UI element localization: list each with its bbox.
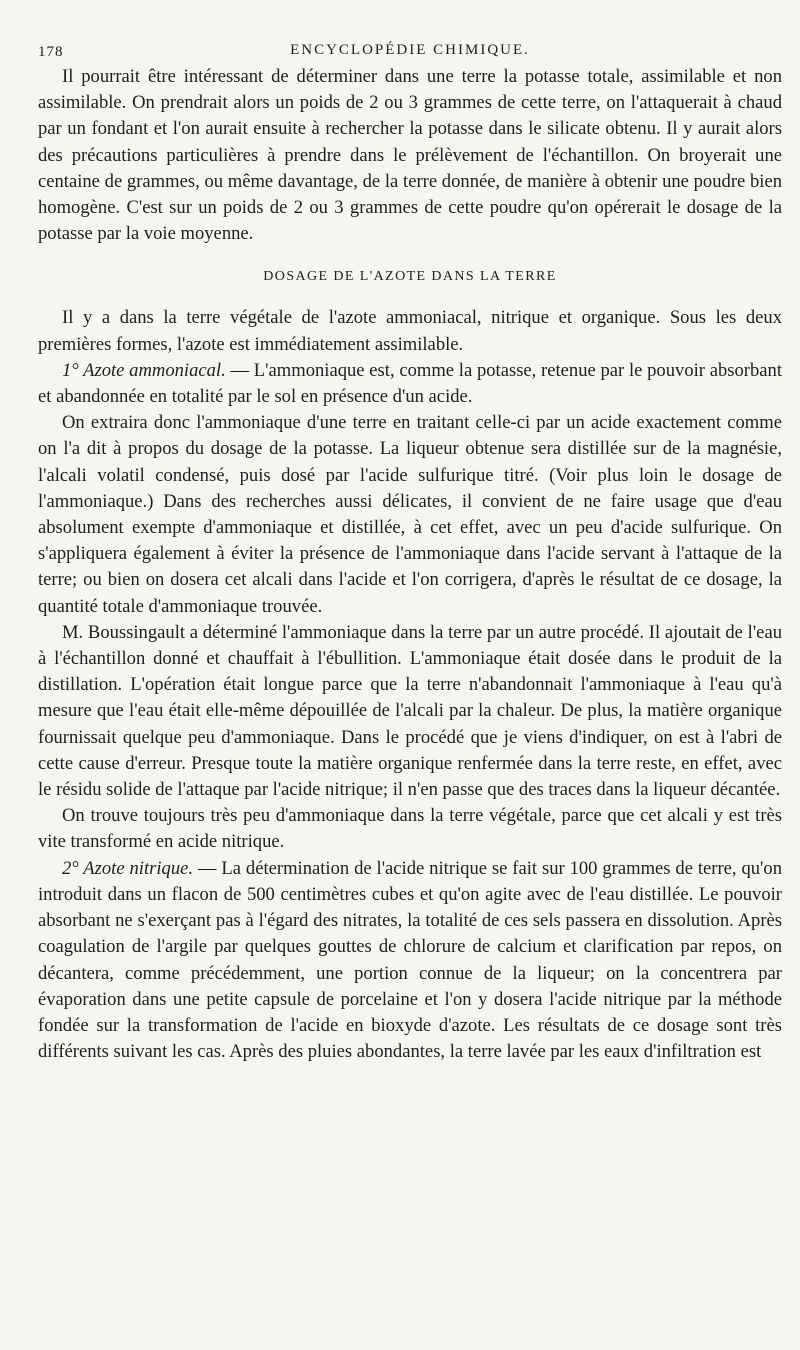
body-text bbox=[38, 64, 782, 1065]
running-title: ENCYCLOPÉDIE CHIMIQUE. bbox=[290, 42, 530, 58]
paragraph-ammonia-in-soil: On trouve toujours très peu d'ammoniaque dans la terre végétale, parce que cet alcali y est très vite transformé en acide nitrique. bbox=[38, 805, 782, 853]
paragraph-intro: Il pourrait être intéressant de déterminer dans une terre la potasse totale, assimilable et non assimilable. On prendrait alors un poids de 2 ou 3 grammes de cette terre, on l'attaquerait à chaud par un fondant et l'on aurait ensuite à rechercher la potasse dans le silicate obtenu. Il y aurait alors des précautions particulières à prendre dans le prélèvement de l'échantillon. On broyerait une centaine de grammes, ou même davantage, de la terre donnée, de manière à obtenir une poudre bien homogène. C'est sur un poids de 2 ou 3 grammes de cette poudre qu'on opérerait le dosage de la potasse par la voie moyenne. bbox=[38, 66, 782, 245]
paragraph-nitric-text: — La détermination de l'acide nitrique se fait sur 100 grammes de terre, qu'on introduit dans un flacon de 500 centimètres cubes et qu'on agite avec de l'eau distillée. Le pouvoir absorbant ne s'exerçant pas à l'égard des nitrates, la totalité de ces sels passera en dissolution. Après coagulation de l'argile par quelques gouttes de chlorure de calcium et clarification par repos, on décantera, comme précédemment, une portion connue de la liqueur; on la concentrera par évaporation dans une petite capsule de porcelaine et l'on y dosera l'acide nitrique par la méthode fondée sur la transformation de l'acide en bioxyde d'azote. Les résultats de ce dosage sont très différents suivant les cas. Après des pluies abondantes, la terre lavée par les eaux d'infiltration est bbox=[38, 857, 782, 1063]
paragraph-extraction: On extraira donc l'ammoniaque d'une terre en traitant celle-ci par un acide exactement comme on l'a dit à propos du dosage de la potasse. La liqueur obtenue sera distillée sur de la magnésie, l'alcali volatil condensé, puis dosé par l'acide sulfurique titré. (Voir plus loin le dosage de l'ammoniaque.) Dans des recherches aussi délicates, il convient de ne faire usage que d'eau absolument exempte d'ammoniaque et distillée, à cet effet, avec un peu d'acide sulfurique. On s'appliquera également à éviter la présence de l'ammoniaque dans l'acide servant à l'attaque de la terre; ou bien on dosera cet alcali dans l'acide et l'on corrigera, d'après le résultat de ce dosage, la quantité totale d'ammoniaque trouvée. bbox=[38, 412, 782, 617]
section-heading: DOSAGE DE L'AZOTE DANS LA TERRE bbox=[263, 269, 557, 285]
paragraph-boussingault: M. Boussingault a déterminé l'ammoniaque dans la terre par un autre procédé. Il ajoutait de l'eau à l'échantillon donné et chauffait à l'ébullition. L'ammoniaque était dosée dans le produit de la distillation. L'opération était longue parce que la terre n'abandonnait l'ammoniaque à l'eau qu'à mesure que l'eau était elle-même dépouillée de l'alcali par la chaleur. De plus, la matière organique fournissait quelque peu d'ammoniaque. Dans le procédé que je viens d'indiquer, on est à l'abri de cette cause d'erreur. Presque toute la matière organique renfermée dans la terre reste, en effet, avec le résidu solide de l'attaque par l'acide nitrique; il n'en passe que des traces dans la liqueur décantée. bbox=[38, 621, 782, 801]
subheading-ammoniacal-nitrogen: 1° Azote ammoniacal. bbox=[62, 359, 226, 381]
paragraph-nitrogen-forms: Il y a dans la terre végétale de l'azote ammoniacal, nitrique et organique. Sous les deux premières formes, l'azote est immédiatement assimilable. bbox=[38, 307, 782, 355]
paragraph-ammoniacal-text: — L'ammoniaque est, comme la potasse, retenue par le pouvoir absorbant et abandonnée en totalité par le sol en présence d'un acide. bbox=[38, 359, 782, 408]
subheading-nitric-nitrogen: 2° Azote nitrique. bbox=[62, 857, 194, 879]
paragraph-ammoniacal-nitrogen bbox=[38, 358, 782, 410]
paragraph-nitric-nitrogen bbox=[38, 856, 782, 1066]
page-number: 178 bbox=[38, 44, 64, 60]
running-header bbox=[38, 36, 782, 64]
